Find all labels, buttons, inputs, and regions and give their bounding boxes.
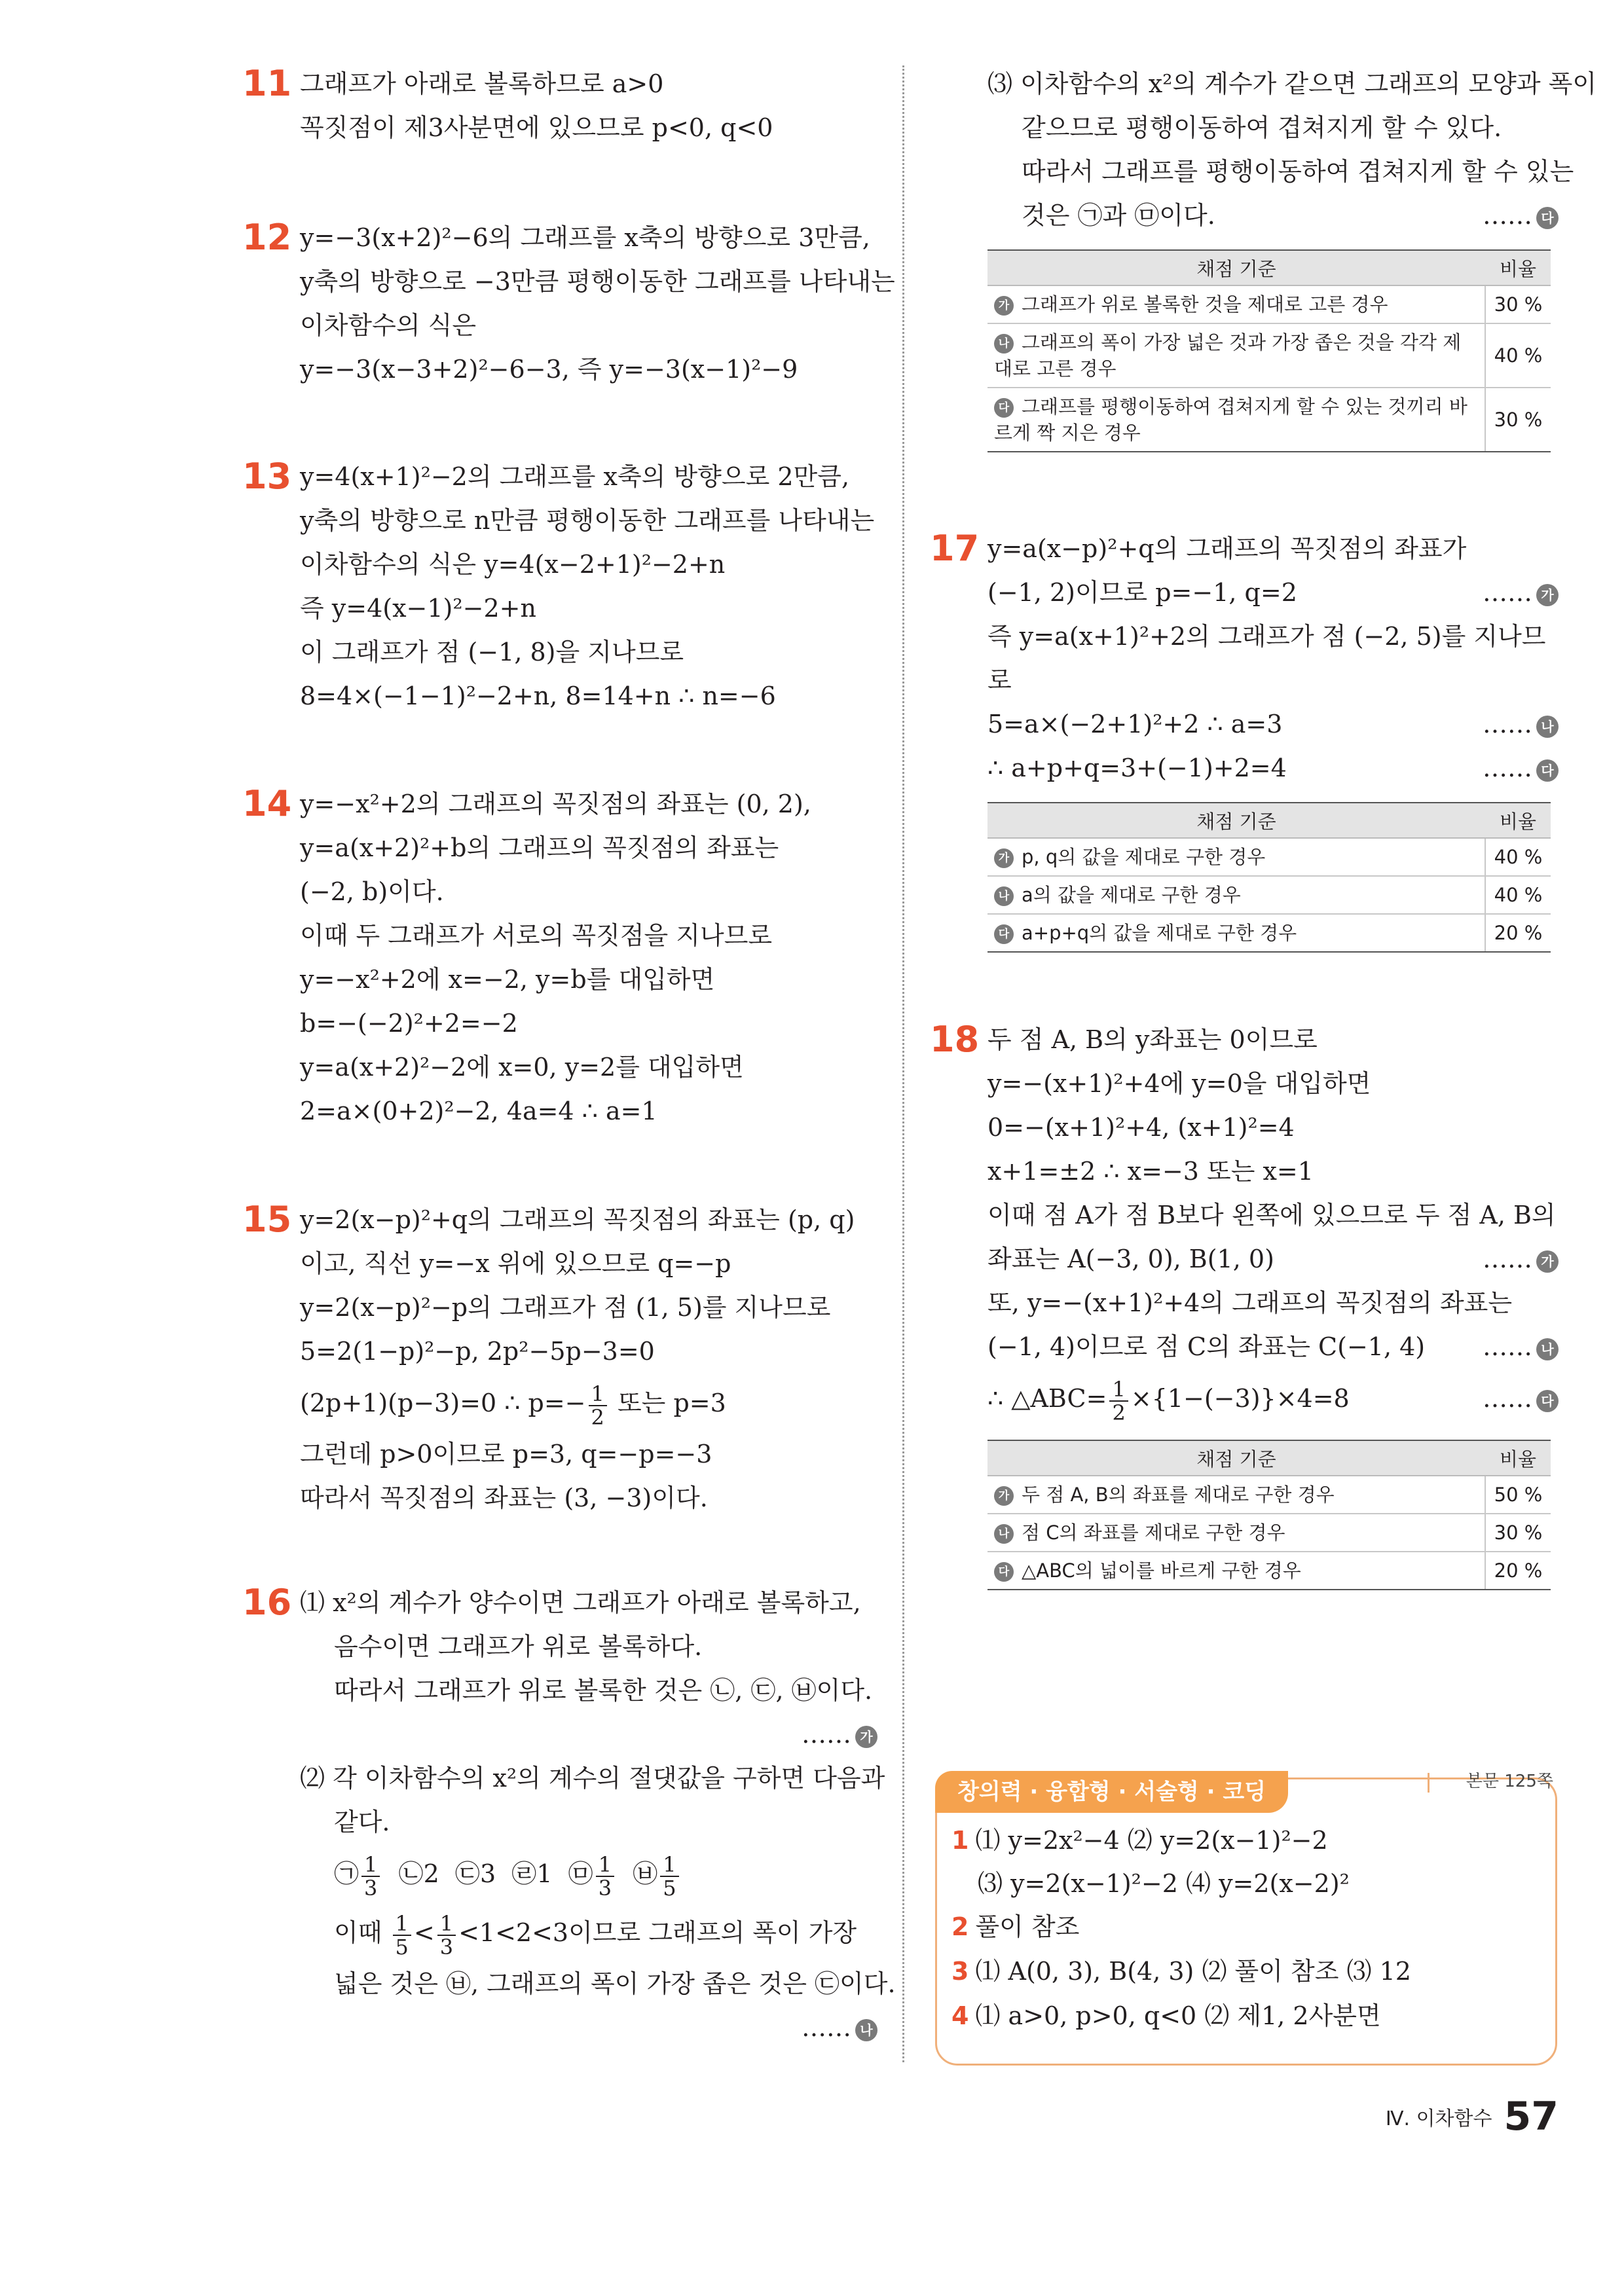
step-icon: 다 — [994, 398, 1014, 418]
solution-line: 그런데 p>0이므로 p=3, q=−p=−3 — [300, 1440, 712, 1468]
numerator: 1 — [660, 1853, 678, 1877]
numerator: 1 — [589, 1383, 607, 1406]
solution-line: y=4(x+1)²−2의 그래프를 x축의 방향으로 2만큼, — [300, 462, 850, 491]
step-da-icon: 다 — [1536, 207, 1559, 229]
solution-line: y=−3(x−3+2)²−6−3, 즉 y=−3(x−1)²−9 — [300, 355, 798, 384]
numerator: 1 — [596, 1853, 614, 1877]
answer-text: ⑴ A(0, 3), B(4, 3) ⑵ 풀이 참조 ⑶ 12 — [975, 1957, 1411, 1986]
ratio-cell: 30 % — [1485, 388, 1551, 452]
solution-line: y=a(x+2)²−2에 x=0, y=2를 대입하면 — [300, 1053, 744, 1082]
solution-line — [987, 702, 1559, 746]
criteria-cell — [987, 1476, 1485, 1514]
solution-line — [987, 194, 1559, 238]
solution-line: x+1=±2 ∴ x=−3 또는 x=1 — [987, 1157, 1314, 1186]
step-ga-icon: 가 — [855, 1726, 877, 1748]
criteria-cell — [987, 1514, 1485, 1552]
criteria-cell — [987, 285, 1485, 323]
page-reference: 본문 125쪽 — [1466, 1772, 1553, 1791]
answer-text: ⑴ a>0, p>0, q<0 ⑵ 제1, 2사분면 — [975, 2001, 1381, 2030]
solution-line: 넓은 것은 ㉥, 그래프의 폭이 가장 좁은 것은 ㉢이다. — [334, 1969, 896, 1998]
answer-number: 3 — [951, 1957, 969, 1986]
text: 또는 p=3 — [609, 1389, 726, 1417]
solution-line: 그래프가 아래로 볼록하므로 a>0 — [300, 69, 664, 98]
solution-line: 따라서 꼭짓점의 좌표는 (3, −3)이다. — [300, 1484, 708, 1512]
denominator: 3 — [364, 1875, 378, 1901]
answer-number: 4 — [951, 2001, 969, 2030]
list-item — [511, 1859, 552, 1888]
problem-number: 16 — [242, 1582, 292, 1623]
dots: …… — [1483, 1332, 1532, 1361]
value: 3 — [479, 1859, 496, 1888]
solution-line: 즉 y=a(x+1)²+2의 그래프가 점 (−2, 5)를 지나므 — [987, 622, 1546, 651]
problem-number: 17 — [930, 528, 980, 569]
solution-line: y=−(x+1)²+4에 y=0을 대입하면 — [987, 1069, 1371, 1098]
solution-line — [300, 1903, 877, 1962]
denominator: 5 — [395, 1934, 409, 1959]
numerator: 1 — [361, 1853, 380, 1877]
ratio-cell: 30 % — [1485, 1514, 1551, 1552]
denominator: 3 — [598, 1875, 612, 1901]
text: (−1, 4)이므로 점 C의 좌표는 C(−1, 4) — [987, 1332, 1426, 1361]
solution-line: y=a(x+2)²+b의 그래프의 꼭짓점의 좌표는 — [300, 833, 779, 862]
solution-line: 이때 두 그래프가 서로의 꼭짓점을 지나므로 — [300, 921, 773, 950]
table-row — [987, 285, 1551, 323]
table-row — [987, 1514, 1551, 1552]
criteria-text: 그래프가 위로 볼록한 것을 제대로 고른 경우 — [1022, 293, 1388, 316]
solution — [987, 527, 1559, 953]
step-da-icon: 다 — [1536, 1390, 1559, 1412]
solution-line: 8=4×(−1−1)²−2+n, 8=14+n ∴ n=−6 — [300, 682, 776, 710]
criteria-text: △ABC의 넓이를 바르게 구한 경우 — [1022, 1559, 1301, 1582]
table-header — [987, 803, 1551, 838]
criteria-cell — [987, 914, 1485, 952]
criteria-text: a+p+q의 값을 제대로 구한 경우 — [1022, 922, 1297, 944]
step-na-icon: 나 — [855, 2019, 877, 2041]
page-footer — [1386, 2094, 1559, 2140]
marker: ㉢ — [454, 1859, 480, 1888]
solution-line: ⑶ 이차함수의 x²의 계수가 같으면 그래프의 모양과 폭이 — [987, 69, 1597, 98]
solution-line: y=a(x−p)²+q의 그래프의 꼭짓점의 좌표가 — [987, 534, 1467, 563]
text: ×{1−(−3)}×4=8 — [1130, 1384, 1350, 1413]
text: (2p+1)(p−3)=0 ∴ p=− — [300, 1389, 586, 1417]
text — [987, 1369, 1350, 1428]
column-header: 채점 기준 — [987, 803, 1485, 838]
criteria-cell — [987, 388, 1485, 452]
ratio-cell: 50 % — [1485, 1476, 1551, 1514]
solution-line: 같으므로 평행이동하여 겹쳐지게 할 수 있다. — [1022, 113, 1502, 142]
criteria-cell — [987, 1552, 1485, 1590]
solution-line — [987, 746, 1559, 790]
solution-line: y=−3(x+2)²−6의 그래프를 x축의 방향으로 3만큼, — [300, 223, 870, 252]
text: ∴ a+p+q=3+(−1)+2=4 — [987, 754, 1287, 782]
table-header — [987, 250, 1551, 285]
step-na-icon: 나 — [1536, 716, 1559, 738]
list-item — [399, 1859, 439, 1888]
marker: ㉥ — [633, 1859, 658, 1888]
solution-line: y=−x²+2에 x=−2, y=b를 대입하면 — [300, 965, 715, 994]
dots: …… — [1483, 754, 1532, 782]
table-row — [987, 388, 1551, 452]
step-icon: 나 — [994, 886, 1014, 906]
table-row — [987, 1552, 1551, 1590]
solution-line: 꼭짓점이 제3사분면에 있으므로 p<0, q<0 — [300, 113, 773, 142]
marker: ㉤ — [568, 1859, 593, 1888]
answer-3 — [951, 1951, 1411, 1987]
solution — [300, 62, 877, 150]
answer-text: ⑴ y=2x²−4 ⑵ y=2(x−1)²−2 — [975, 1826, 1328, 1855]
solution-line: 0=−(x+1)²+4, (x+1)²=4 — [987, 1113, 1295, 1142]
ratio-cell: 20 % — [1485, 1552, 1551, 1590]
solution — [987, 62, 1597, 452]
list-item — [568, 1851, 617, 1901]
solution-line: (−2, b)이다. — [300, 877, 444, 906]
answer-ref-wrap — [1428, 1768, 1559, 1794]
marker: ㉡ — [398, 1859, 424, 1888]
solution-line: y=2(x−p)²−p의 그래프가 점 (1, 5)를 지나므로 — [300, 1293, 831, 1322]
solution — [300, 782, 877, 1133]
coefficient-list — [300, 1844, 877, 1903]
dots: …… — [1483, 710, 1532, 738]
step-marker — [1483, 1325, 1559, 1369]
numerator: 1 — [437, 1912, 456, 1936]
list-item — [633, 1851, 681, 1901]
step-marker-line — [300, 2006, 877, 2050]
table-header — [987, 1440, 1551, 1476]
text: 좌표는 A(−3, 0), B(1, 0) — [987, 1245, 1274, 1273]
dots: …… — [1483, 1384, 1532, 1413]
solution — [987, 1018, 1559, 1590]
step-icon: 가 — [994, 1486, 1014, 1506]
solution-line: 이 그래프가 점 (−1, 8)을 지나므로 — [300, 638, 684, 666]
text: 이때 — [334, 1918, 390, 1947]
solution-line — [987, 571, 1559, 615]
criteria-text: 그래프의 폭이 가장 넓은 것과 가장 좁은 것을 각각 제대로 고른 경우 — [994, 331, 1462, 380]
problem-number: 15 — [242, 1199, 292, 1240]
step-marker — [1483, 1369, 1559, 1428]
answer-box — [935, 1777, 1557, 2066]
answer-1-continued — [978, 1863, 1350, 1899]
step-marker — [1483, 194, 1559, 238]
solution-line: b=−(−2)²+2=−2 — [300, 1009, 518, 1038]
table-row — [987, 914, 1551, 952]
solution-line: 따라서 그래프가 위로 볼록한 것은 ㉡, ㉢, ㉥이다. — [334, 1676, 873, 1705]
criteria-cell — [987, 876, 1485, 914]
column-header: 채점 기준 — [987, 1440, 1485, 1476]
fraction — [660, 1853, 678, 1899]
answer-text: ⑶ y=2(x−1)²−2 ⑷ y=2(x−2)² — [978, 1869, 1350, 1898]
solution — [300, 1198, 877, 1520]
solution-line: 즉 y=4(x−1)²−2+n — [300, 594, 536, 623]
fraction — [437, 1912, 456, 1958]
solution — [300, 455, 877, 718]
solution-line: y=2(x−p)²+q의 그래프의 꼭짓점의 좌표는 (p, q) — [300, 1205, 855, 1234]
marker: ㉣ — [511, 1859, 537, 1888]
solution-line: ⑴ x²의 계수가 양수이면 그래프가 아래로 볼록하고, — [300, 1588, 861, 1617]
dots: …… — [802, 2013, 851, 2042]
criteria-text: 점 C의 좌표를 제대로 구한 경우 — [1022, 1522, 1285, 1544]
ratio-cell: 40 % — [1485, 876, 1551, 914]
step-icon: 가 — [994, 848, 1014, 868]
step-icon: 가 — [994, 296, 1014, 316]
page-number: 57 — [1504, 2094, 1559, 2140]
fraction — [361, 1853, 380, 1899]
step-icon: 다 — [994, 924, 1014, 944]
text: <1<2<3이므로 그래프의 폭이 가장 — [458, 1918, 857, 1947]
solution-line: 두 점 A, B의 y좌표는 0이므로 — [987, 1025, 1318, 1054]
solution-line: 따라서 그래프를 평행이동하여 겹쳐지게 할 수 있는 — [1022, 157, 1574, 186]
solution-line: 이차함수의 식은 y=4(x−2+1)²−2+n — [300, 550, 726, 579]
solution-line: 이고, 직선 y=−x 위에 있으므로 q=−p — [300, 1249, 731, 1278]
criteria-cell — [987, 323, 1485, 388]
step-marker — [1483, 1237, 1559, 1281]
solution-line: 같다. — [334, 1808, 390, 1836]
step-marker — [1483, 746, 1559, 790]
value: 2 — [423, 1859, 439, 1888]
step-marker — [1483, 702, 1559, 746]
denominator: 3 — [439, 1934, 454, 1959]
step-icon: 다 — [994, 1562, 1014, 1582]
dots: …… — [1483, 201, 1532, 230]
solution-line — [987, 1369, 1559, 1428]
table-row — [987, 1476, 1551, 1514]
dots: …… — [1483, 578, 1532, 607]
column-header: 비율 — [1485, 803, 1551, 838]
answer-number: 2 — [951, 1912, 969, 1941]
problem-number: 11 — [242, 63, 292, 104]
answer-text: 풀이 참조 — [975, 1912, 1080, 1941]
solution-line: 2=a×(0+2)²−2, 4a=4 ∴ a=1 — [300, 1097, 657, 1125]
list-item — [455, 1859, 496, 1888]
chapter-label: Ⅳ. 이차함수 — [1385, 2107, 1492, 2130]
denominator: 2 — [1112, 1400, 1126, 1425]
solution-line — [987, 1237, 1559, 1281]
column-header: 비율 — [1485, 250, 1551, 285]
numerator: 1 — [393, 1912, 411, 1936]
problem-number: 14 — [242, 783, 292, 824]
fraction — [596, 1853, 614, 1899]
column-divider — [902, 65, 904, 2062]
solution-line: y축의 방향으로 n만큼 평행이동한 그래프를 나타내는 — [300, 506, 875, 535]
ratio-cell: 40 % — [1485, 323, 1551, 388]
step-marker-line — [300, 1713, 877, 1757]
criteria-cell — [987, 838, 1485, 876]
scoring-table — [987, 1440, 1551, 1590]
ratio-cell: 40 % — [1485, 838, 1551, 876]
solution-line: 5=2(1−p)²−p, 2p²−5p−3=0 — [300, 1337, 655, 1366]
solution-line: 음수이면 그래프가 위로 볼록하다. — [334, 1632, 703, 1661]
dots: …… — [1483, 1245, 1532, 1273]
text: 것은 ㉠과 ㉤이다. — [1022, 201, 1215, 230]
ratio-cell: 20 % — [1485, 914, 1551, 952]
text: ∴ △ABC= — [987, 1384, 1107, 1413]
criteria-text: p, q의 값을 제대로 구한 경우 — [1022, 846, 1266, 868]
solution-line: y=−x²+2의 그래프의 꼭짓점의 좌표는 (0, 2), — [300, 790, 811, 818]
denominator: 5 — [663, 1875, 676, 1901]
table-row — [987, 838, 1551, 876]
problem-number: 13 — [242, 456, 292, 497]
criteria-text: a의 값을 제대로 구한 경우 — [1022, 884, 1241, 906]
solution-line: 이차함수의 식은 — [300, 311, 477, 340]
problem-number: 12 — [242, 217, 292, 258]
step-ga-icon: 가 — [1536, 1250, 1559, 1273]
answer-number: 1 — [951, 1826, 969, 1855]
solution-line: 또, y=−(x+1)²+4의 그래프의 꼭짓점의 좌표는 — [987, 1288, 1513, 1317]
column-header: 채점 기준 — [987, 250, 1485, 285]
criteria-text: 두 점 A, B의 좌표를 제대로 구한 경우 — [1022, 1484, 1335, 1506]
step-icon: 나 — [994, 1524, 1014, 1544]
solution-line — [300, 1374, 877, 1432]
solution-line: 이때 점 A가 점 B보다 왼쪽에 있으므로 두 점 A, B의 — [987, 1201, 1556, 1230]
answer-4 — [951, 1995, 1381, 2032]
step-marker — [1483, 571, 1559, 615]
solution — [300, 1581, 896, 2050]
fraction — [393, 1912, 411, 1958]
text: < — [413, 1918, 435, 1947]
solution-line: ⑵ 각 이차함수의 x²의 계수의 절댓값을 구하면 다음과 — [300, 1764, 885, 1793]
solution — [300, 216, 895, 392]
solution-line — [987, 1325, 1559, 1369]
value: 1 — [536, 1859, 553, 1888]
table-row — [987, 876, 1551, 914]
scoring-table — [987, 249, 1551, 452]
numerator: 1 — [1109, 1378, 1128, 1402]
answer-2 — [951, 1906, 1079, 1942]
solution-line: 로 — [987, 666, 1012, 695]
marker: ㉠ — [334, 1859, 360, 1888]
fraction — [1109, 1378, 1128, 1424]
table-row — [987, 323, 1551, 388]
step-da-icon: 다 — [1536, 759, 1559, 782]
step-icon: 나 — [994, 334, 1014, 354]
dots: …… — [802, 1720, 851, 1749]
ref-bar — [1428, 1773, 1430, 1793]
step-na-icon: 나 — [1536, 1338, 1559, 1360]
column-header: 비율 — [1485, 1440, 1551, 1476]
text: 5=a×(−2+1)²+2 ∴ a=3 — [987, 710, 1283, 738]
answer-1 — [951, 1820, 1328, 1856]
answer-section-tab: 창의력 · 융합형 · 서술형 · 코딩 — [935, 1771, 1288, 1813]
scoring-table — [987, 802, 1551, 953]
problem-number: 18 — [930, 1019, 980, 1060]
list-item — [334, 1851, 382, 1901]
criteria-text: 그래프를 평행이동하여 겹쳐지게 할 수 있는 것끼리 바르게 짝 지은 경우 — [994, 395, 1467, 444]
denominator: 2 — [591, 1404, 604, 1430]
text: (−1, 2)이므로 p=−1, q=2 — [987, 578, 1297, 607]
solution-line: y축의 방향으로 −3만큼 평행이동한 그래프를 나타내는 — [300, 267, 895, 296]
ratio-cell: 30 % — [1485, 285, 1551, 323]
step-ga-icon: 가 — [1536, 584, 1559, 606]
fraction — [589, 1383, 607, 1429]
